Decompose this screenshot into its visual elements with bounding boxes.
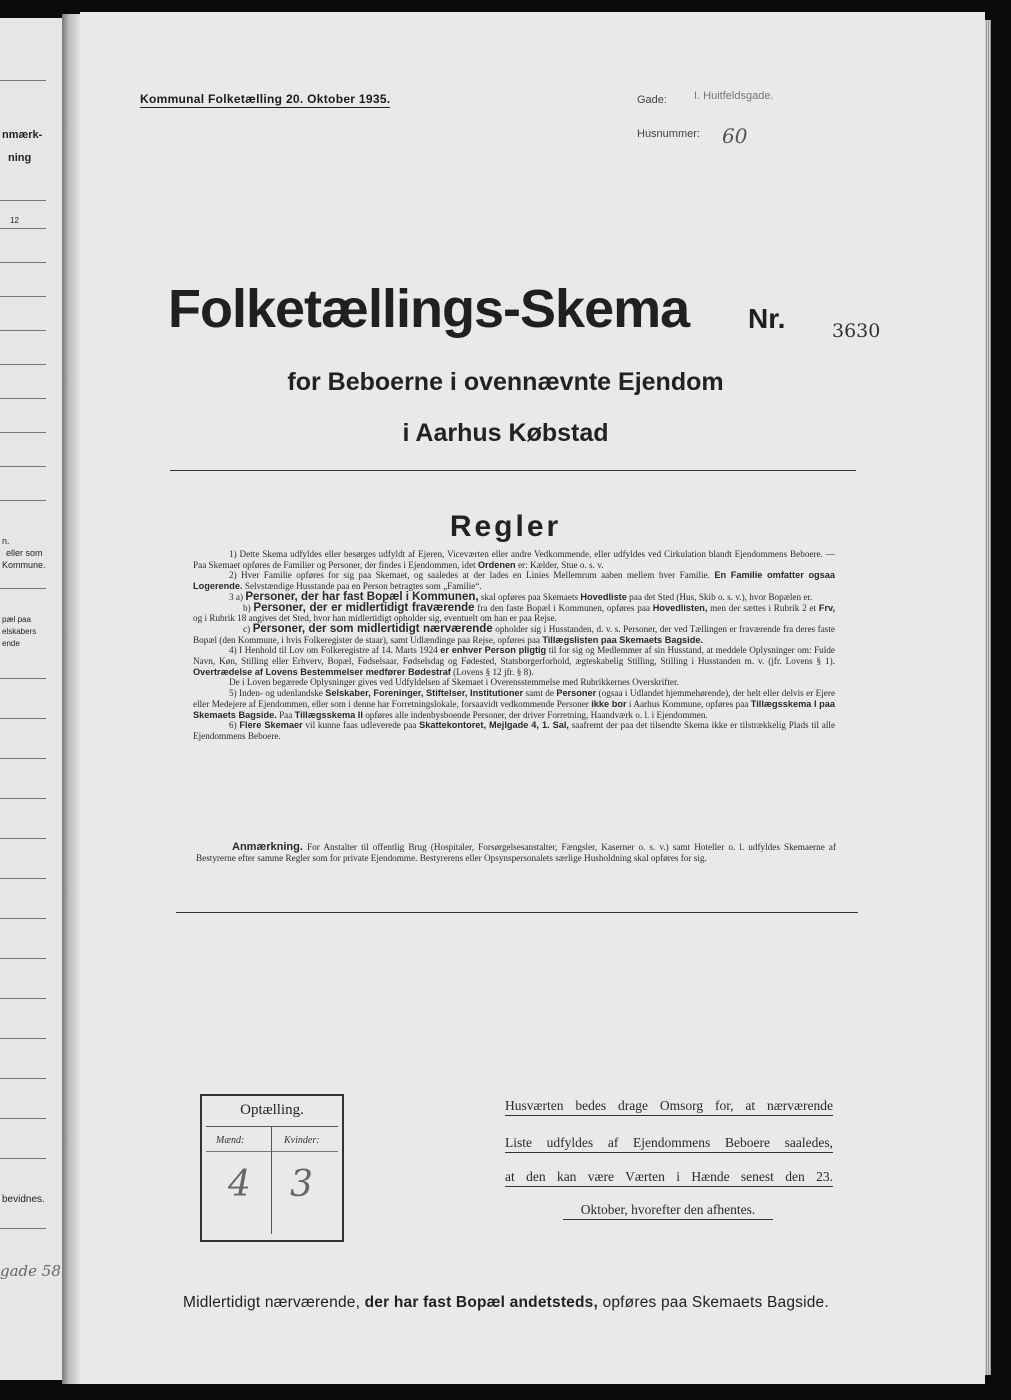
footer-text-post: opføres paa Skemaets Bagside. <box>602 1294 829 1311</box>
notice-line-3: at den kan være Værten i Hænde senest den 23. <box>505 1168 833 1187</box>
count-box <box>200 1094 344 1242</box>
women-count: 3 <box>290 1164 313 1205</box>
left-page-rule <box>0 1038 46 1039</box>
left-page-rule <box>0 588 46 589</box>
footer-note <box>183 1294 829 1312</box>
divider <box>176 912 858 913</box>
left-page-rule <box>0 200 46 201</box>
census-header-title: Kommunal Folketælling 20. Oktober 1935. <box>140 92 391 106</box>
rules-text <box>193 549 835 742</box>
left-page-rule <box>0 364 46 365</box>
left-page-rule <box>0 1078 46 1079</box>
left-page-text: n. <box>2 536 10 546</box>
left-page-text: bevidnes. <box>2 1194 45 1205</box>
left-page-rule <box>0 296 46 297</box>
form-title: Folketællings-Skema <box>168 279 690 339</box>
rule-4: 4) I Henhold til Lov om Folkeregistre af 14. Marts 1924 er enhver Person pligtig til for sig og Medlemmer af sin Husstand, at meddele Oplysninger om: Fulde Navn, Køn, Stilling eller Erhverv, Bopæl, Fødselsaar, Fødselsdag og Fødested, Statsborgerforhold, ægteskabelig Stilling, Stilling i Husstanden m. v. (jfr. Lovens § 1). Overtrædelse af Lovens Bestemmelser medfører Bødestraf (Lovens § 12 jfr. § 8). <box>193 645 835 677</box>
left-page-rule <box>0 718 46 719</box>
page-edges <box>985 20 991 1375</box>
left-page-text: nmærk- <box>2 129 43 141</box>
left-page-rule <box>0 958 46 959</box>
notice-line-4: Oktober, hvorefter den afhentes. <box>563 1201 773 1220</box>
form-subtitle-city <box>0 419 1011 448</box>
count-box-rule <box>206 1151 338 1152</box>
left-page-rule <box>0 998 46 999</box>
footer-text-bold: der har fast Bopæl andetsteds, <box>364 1294 598 1311</box>
count-title: Optælling. <box>240 1102 304 1118</box>
left-page-rule <box>0 1118 46 1119</box>
house-number-value: 60 <box>722 124 748 148</box>
left-page-rule <box>0 80 46 81</box>
book-gutter <box>62 14 80 1384</box>
count-box-divider <box>271 1126 272 1234</box>
street-value: I. Huitfeldsgade. <box>694 90 774 102</box>
house-number-label: Husnummer: <box>637 128 700 140</box>
left-page-text: elskabers <box>2 627 37 636</box>
notice-line-2: Liste udfyldes af Ejendommens Beboere saaledes, <box>505 1134 833 1153</box>
left-page-rule <box>0 466 46 467</box>
rule-3c: c) Personer, der som midlertidigt nærværende opholder sig i Husstanden, d. v. s. Personer, der ved Tællingen er fraværende fra deres faste Bopæl (den Kommune, i hvis Folkeregister de staar), samt Udlændinge paa Rejse, opføres paa Tillægslisten paa Skemaets Bagside. <box>193 622 836 645</box>
notice-line-1: Husværten bedes drage Omsorg for, at nærværende <box>505 1097 833 1116</box>
form-number-value: 3630 <box>832 320 881 342</box>
left-page-handwriting: gade 58 <box>0 1262 61 1280</box>
remark-paragraph <box>196 842 836 864</box>
street-label: Gade: <box>637 94 667 106</box>
left-page-rule <box>0 398 46 399</box>
left-page-rule <box>0 798 46 799</box>
rule-4-note: De i Loven begærede Oplysninger gives ved Udfyldelsen af Skemaet i Overensstemmelse med Rubrikkernes Overskrifter. <box>229 677 679 688</box>
form-subtitle <box>0 368 1011 397</box>
rule-3b: b) Personer, der er midlertidigt fraværende fra den faste Bopæl i Kommunen, opføres paa Hovedlisten, men der sættes i Rubrik 2 et Frv, og i Rubrik 18 angives det Sted, hvor han midlertidigt opholder sig, eventuelt om han er paa Rejse. <box>193 601 835 624</box>
remark-label: Anmærkning. <box>232 841 303 853</box>
left-page-text: ning <box>8 152 32 164</box>
left-page-rule <box>0 1158 46 1159</box>
footer-text-pre: Midlertidigt nærværende, <box>183 1294 361 1311</box>
left-page-rule <box>0 500 46 501</box>
rules-heading: Regler <box>449 510 562 543</box>
rule-5: 5) Inden- og udenlandske Selskaber, Foreninger, Stiftelser, Institutioner samt de Personer (ogsaa i Udlandet hjemmehørende), der helt eller delvis er Ejere eller Medejere af Ejendommen, eller som i denne har Forretningslokale, forsaavidt vedkommende Personer ikke bor i Aarhus Kommune, opføres paa Tillægsskema I paa Skemaets Bagside. Paa Tillægsskema II opføres alle indenbysboende Personer, der driver Forretning, Haandværk o. l. i Ejendommen. <box>193 688 836 720</box>
rule-2: 2) Hver Familie opføres for sig paa Skemaet, og saaledes at der lades en Linies Mellemrum aaben mellem hver Familie. En Familie omfatter ogsaa Logerende. Selvstændige Husstande paa en Person betragtes som „Familie“. <box>193 570 835 592</box>
left-page-rule <box>0 678 46 679</box>
divider <box>170 470 856 471</box>
left-page-rule <box>0 330 46 331</box>
left-page-rule <box>0 1228 46 1229</box>
men-label: Mænd: <box>216 1135 245 1146</box>
left-page-text: pæl paa <box>2 615 31 624</box>
left-page-rule <box>0 228 46 229</box>
left-page-rule <box>0 758 46 759</box>
left-page-text: eller som <box>6 548 43 558</box>
remark-text: For Anstalter til offentlig Brug (Hospitaler, Forsørgelsesanstalter, Fængsler, Kaserner o. s. v.) samt Hoteller o. l. udfyldes Skemaerne af Bestyrerne efter samme Regler som for private Ejendomme. Bestyrerens eller Opsynspersonalets særlige Husholdning skal opføres for sig. <box>196 842 836 863</box>
left-page-rule <box>0 878 46 879</box>
rule-6: 6) Flere Skemaer vil kunne faas udleverede paa Skattekontoret, Mejlgade 4, 1. Sal, saafremt der paa det tilsendte Skema ikke er tilstrækkelig Plads til alle Ejendommens Beboere. <box>193 720 836 741</box>
left-facing-page <box>0 18 62 1380</box>
left-page-rule <box>0 262 46 263</box>
subtitle-line-2: i Aarhus Købstad <box>402 419 609 447</box>
rule-3a: 3 a) Personer, der har fast Bopæl i Kommunen, skal opføres paa Skemaets Hovedliste paa det Sted (Hus, Skib o. s. v.), hvor Bopælen er. <box>229 590 813 603</box>
men-count: 4 <box>228 1164 251 1205</box>
subtitle-line-1: for Beboerne i ovennævnte Ejendom <box>287 368 724 396</box>
left-page-rule <box>0 838 46 839</box>
left-page-text: 12 <box>10 216 19 225</box>
left-page-text: Kommune. <box>2 560 46 570</box>
left-page-text: ende <box>2 639 20 648</box>
form-number-label: Nr. <box>748 303 786 334</box>
women-label: Kvinder: <box>284 1135 320 1146</box>
rule-1: 1) Dette Skema udfyldes eller besørges udfyldt af Ejeren, Viceværten eller andre Vedkommende, eller udfyldes ved Cirkulation blandt Ejendommens Beboere. — Paa Skemaet opføres de Familier og Personer, der findes i Ejendommen, idet Ordenen er: Kælder, Stue o. s. v. <box>193 549 835 570</box>
count-box-rule <box>206 1126 338 1127</box>
left-page-rule <box>0 918 46 919</box>
